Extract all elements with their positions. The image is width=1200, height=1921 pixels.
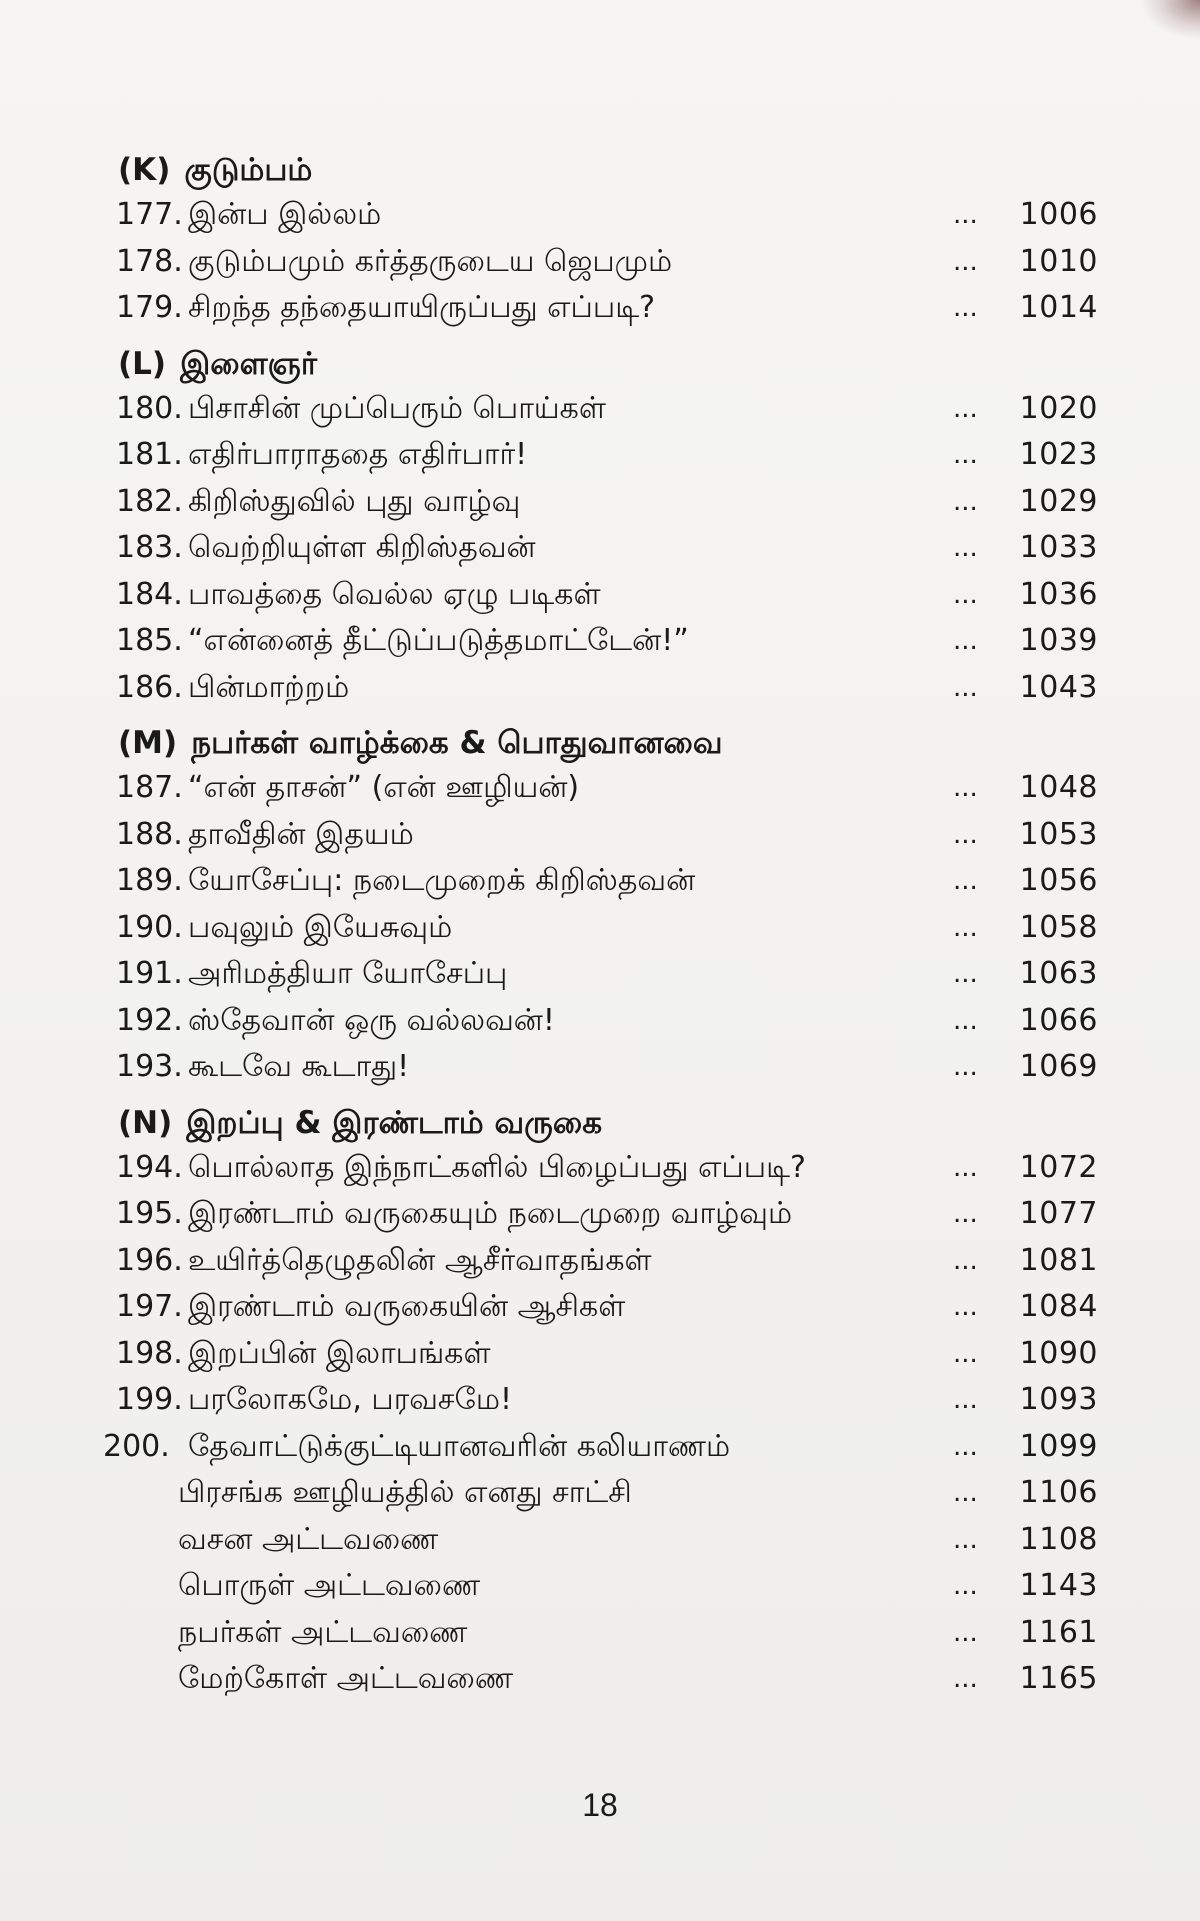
entry-number: 189.	[116, 863, 183, 898]
entry-leader-dots: ...	[953, 1338, 978, 1369]
toc-entry	[108, 1145, 1108, 1192]
entry-title: இரண்டாம் வருகையின் ஆசிகள்	[188, 1289, 626, 1324]
entry-number: 199.	[116, 1382, 183, 1417]
entry-leader-dots: ...	[953, 1617, 978, 1648]
entry-number: 183.	[116, 530, 183, 565]
entry-title: இரண்டாம் வருகையும் நடைமுறை வாழ்வும்	[188, 1196, 793, 1231]
entry-leader-dots: ...	[953, 200, 978, 230]
section-code: (L)	[118, 345, 167, 382]
entry-page-number: 1029	[1019, 483, 1098, 519]
entry-page-number: 1010	[1019, 243, 1098, 279]
entry-page-number: 1066	[1019, 1002, 1098, 1038]
entry-page-number: 1043	[1019, 669, 1098, 705]
toc-entry	[108, 618, 1108, 665]
entry-leader-dots: ...	[953, 1199, 978, 1229]
entry-number: 179.	[116, 290, 183, 325]
toc-appendix-entry	[108, 1610, 1108, 1657]
section-title: இறப்பு & இரண்டாம் வருகை	[186, 1104, 603, 1141]
entry-page-number: 1036	[1019, 576, 1098, 612]
entry-title: நபர்கள் அட்டவணை	[178, 1614, 468, 1650]
section-heading	[118, 342, 1108, 386]
entry-page-number: 1093	[1019, 1382, 1098, 1417]
entry-leader-dots: ...	[953, 1571, 978, 1601]
entry-number: 187.	[116, 770, 183, 805]
entry-page-number: 1072	[1019, 1149, 1098, 1185]
entry-leader-dots: ...	[953, 1664, 978, 1694]
toc-entry	[108, 479, 1108, 526]
entry-leader-dots: ...	[953, 393, 978, 424]
entry-page-number: 1143	[1019, 1568, 1098, 1603]
entry-leader-dots: ...	[953, 866, 978, 896]
toc-entry	[108, 192, 1108, 239]
section-heading	[118, 148, 1108, 192]
entry-title: கூடவே கூடாது!	[188, 1049, 410, 1084]
entry-title: பிரசங்க ஊழியத்தில் எனது சாட்சி	[178, 1475, 632, 1510]
entry-page-number: 1048	[1019, 770, 1098, 805]
entry-title: கிறிஸ்துவில் புது வாழ்வு	[188, 483, 521, 519]
toc-entry	[108, 951, 1108, 998]
entry-leader-dots: ...	[953, 1524, 978, 1555]
entry-leader-dots: ...	[953, 1385, 978, 1415]
entry-number: 193.	[116, 1049, 183, 1084]
entry-title: இறப்பின் இலாபங்கள்	[188, 1335, 491, 1371]
entry-page-number: 1069	[1019, 1049, 1098, 1084]
entry-title: “என் தாசன்” (என் ஊழியன்)	[188, 770, 580, 805]
entry-page-number: 1084	[1019, 1289, 1098, 1324]
entry-title: பரலோகமே, பரவசமே!	[188, 1382, 513, 1417]
entry-page-number: 1077	[1019, 1196, 1098, 1231]
entry-leader-dots: ...	[953, 912, 978, 943]
section-title: இளைஞர்	[180, 345, 318, 382]
entry-title: யோசேப்பு: நடைமுறைக் கிறிஸ்தவன்	[188, 863, 696, 898]
entry-number: 181.	[116, 437, 183, 472]
entry-title: அரிமத்தியா யோசேப்பு	[188, 956, 508, 991]
entry-page-number: 1165	[1019, 1661, 1098, 1696]
entry-number: 182.	[116, 483, 183, 519]
entry-leader-dots: ...	[953, 819, 978, 850]
entry-number: 184.	[116, 576, 183, 612]
entry-title: குடும்பமும் கர்த்தருடைய ஜெபமும்	[188, 243, 673, 279]
section-title: நபர்கள் வாழ்க்கை & பொதுவானவை	[191, 725, 723, 761]
entry-page-number: 1020	[1019, 390, 1098, 426]
entry-title: தாவீதின் இதயம்	[188, 816, 414, 852]
entry-number: 194.	[116, 1149, 183, 1185]
entry-number: 185.	[116, 623, 183, 658]
entry-leader-dots: ...	[953, 1478, 978, 1508]
toc-entry	[108, 572, 1108, 619]
entry-leader-dots: ...	[953, 440, 978, 470]
entry-number: 186.	[116, 669, 183, 705]
toc-appendix-entry	[108, 1656, 1108, 1703]
toc-entry	[108, 386, 1108, 433]
entry-title: வெற்றியுள்ள கிறிஸ்தவன்	[188, 530, 536, 565]
toc-entry	[108, 858, 1108, 905]
entry-number: 197.	[116, 1289, 183, 1324]
entry-page-number: 1058	[1019, 909, 1098, 945]
section-code: (K)	[118, 152, 171, 188]
toc-entry	[108, 1284, 1108, 1331]
entry-number: 192.	[116, 1002, 183, 1038]
entry-title: பிசாசின் முப்பெரும் பொய்கள்	[188, 390, 606, 426]
entry-page-number: 1063	[1019, 956, 1098, 991]
toc-appendix-entry	[108, 1517, 1108, 1564]
entry-title: மேற்கோள் அட்டவணை	[178, 1661, 513, 1696]
entry-leader-dots: ...	[953, 1292, 978, 1322]
entry-title: சிறந்த தந்தையாயிருப்பது எப்படி?	[188, 290, 656, 325]
entry-leader-dots: ...	[953, 773, 978, 803]
entry-leader-dots: ...	[953, 533, 978, 563]
entry-page-number: 1039	[1019, 623, 1098, 658]
toc-entry	[108, 998, 1108, 1045]
toc-entry	[108, 285, 1108, 332]
entry-number: 188.	[116, 816, 183, 852]
toc-entry	[108, 1044, 1108, 1091]
entry-leader-dots: ...	[953, 672, 978, 703]
section-code: (N)	[118, 1104, 173, 1141]
entry-leader-dots: ...	[953, 246, 978, 277]
toc-entry	[108, 1331, 1108, 1378]
entry-leader-dots: ...	[953, 486, 978, 517]
toc-entry	[108, 665, 1108, 712]
entry-page-number: 1106	[1019, 1475, 1098, 1510]
entry-number: 190.	[116, 909, 183, 945]
entry-page-number: 1033	[1019, 530, 1098, 565]
entry-title: இன்ப இல்லம்	[188, 197, 382, 232]
entry-title: எதிர்பாராததை எதிர்பார்!	[188, 437, 528, 472]
entry-page-number: 1108	[1019, 1521, 1098, 1557]
page-corner-shadow	[1140, 0, 1200, 40]
entry-title: உயிர்த்தெழுதலின் ஆசீர்வாதங்கள்	[188, 1242, 652, 1278]
section-heading	[118, 1101, 1108, 1145]
entry-title: பின்மாற்றம்	[188, 669, 350, 705]
entry-leader-dots: ...	[953, 1052, 978, 1082]
toc-entry	[103, 1424, 1108, 1471]
entry-leader-dots: ...	[953, 1245, 978, 1276]
page-number: 18	[582, 1787, 618, 1823]
entry-leader-dots: ...	[953, 1005, 978, 1036]
entry-page-number: 1161	[1019, 1614, 1098, 1650]
entry-number: 191.	[116, 956, 183, 991]
entry-title: “என்னைத் தீட்டுப்படுத்தமாட்டேன்!”	[188, 623, 689, 658]
toc-entry	[108, 905, 1108, 952]
entry-number: 178.	[116, 243, 183, 279]
entry-page-number: 1090	[1019, 1335, 1098, 1371]
entry-page-number: 1081	[1019, 1242, 1098, 1278]
toc-entry	[108, 1377, 1108, 1424]
entry-title: பாவத்தை வெல்ல ஏழு படிகள்	[188, 576, 601, 612]
entry-number: 195.	[116, 1196, 183, 1231]
entry-number: 180.	[116, 390, 183, 426]
entry-page-number: 1006	[1019, 197, 1098, 232]
entry-number: 177.	[116, 197, 183, 232]
section-code: (M)	[118, 725, 178, 761]
toc-appendix-entry	[108, 1470, 1108, 1517]
entry-title: ஸ்தேவான் ஒரு வல்லவன்!	[188, 1002, 555, 1038]
toc-entry	[108, 525, 1108, 572]
entry-leader-dots: ...	[953, 959, 978, 989]
toc-entry	[108, 1238, 1108, 1285]
toc-entry	[108, 432, 1108, 479]
section-title: குடும்பம்	[184, 152, 313, 188]
entry-page-number: 1014	[1019, 290, 1098, 325]
toc-appendix-entry	[108, 1563, 1108, 1610]
entry-number: 198.	[116, 1335, 183, 1371]
entry-page-number: 1056	[1019, 863, 1098, 898]
entry-title: பொல்லாத இந்நாட்களில் பிழைப்பது எப்படி?	[188, 1149, 806, 1185]
entry-number: 200.	[103, 1428, 170, 1464]
entry-leader-dots: ...	[953, 626, 978, 656]
entry-title: பவுலும் இயேசுவும்	[188, 909, 453, 945]
toc-entry	[108, 239, 1108, 286]
entry-number: 196.	[116, 1242, 183, 1278]
entry-page-number: 1023	[1019, 437, 1098, 472]
entry-title: வசன அட்டவணை	[178, 1521, 439, 1557]
entry-title: தேவாட்டுக்குட்டியானவரின் கலியாணம்	[188, 1428, 731, 1464]
entry-page-number: 1053	[1019, 816, 1098, 852]
entry-leader-dots: ...	[953, 1431, 978, 1462]
entry-leader-dots: ...	[953, 579, 978, 610]
table-of-contents	[103, 148, 1108, 1703]
entry-leader-dots: ...	[953, 1152, 978, 1183]
toc-entry	[108, 1191, 1108, 1238]
entry-page-number: 1099	[1019, 1428, 1098, 1464]
section-heading	[118, 721, 1108, 765]
toc-entry	[108, 765, 1108, 812]
toc-entry	[108, 812, 1108, 859]
entry-title: பொருள் அட்டவணை	[178, 1568, 481, 1603]
entry-leader-dots: ...	[953, 293, 978, 323]
